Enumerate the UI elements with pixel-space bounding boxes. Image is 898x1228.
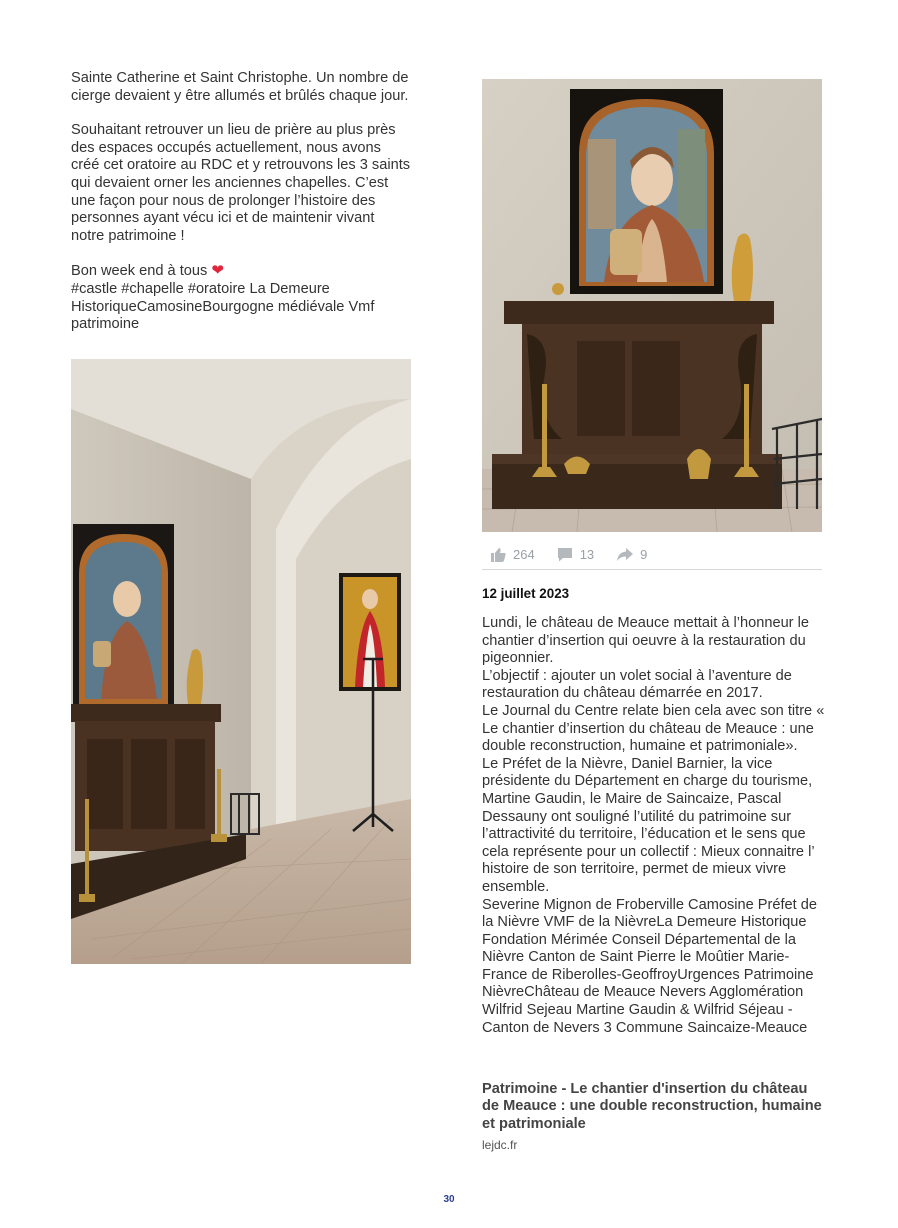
link-preview-domain[interactable]: lejdc.fr	[482, 1138, 518, 1152]
shares-count: 9	[640, 547, 648, 562]
likes-stat[interactable]	[490, 547, 535, 562]
post-line: Le Journal du Centre relate bien cela avec son titre « Le chantier d’insertion du château de Meauce : une double reconstruction, humaine et patrimoniale».	[482, 702, 825, 755]
post-date: 12 juillet 2023	[482, 586, 570, 601]
reactions-bar	[482, 540, 822, 570]
link-preview-title[interactable]: Patrimoine - Le chantier d'insertion du château de Meauce : une double reconstruction, humaine et patrimoniale	[482, 1081, 822, 1132]
post-text-paragraph: Sainte Catherine et Saint Christophe. Un nombre de cierge devaient y être allumés et brûlés chaque jour.	[71, 70, 409, 104]
heart-icon: ❤	[211, 262, 224, 280]
post-line: L’objectif : ajouter un volet social à l’aventure de restauration du château démarrée en 2017.	[482, 667, 792, 702]
likes-count: 264	[513, 547, 535, 562]
shares-stat[interactable]	[616, 547, 647, 562]
post-text-paragraph: Souhaitant retrouver un lieu de prière au plus près des espaces occupés actuellement, nous avons créé cet oratoire au RDC et y retrouvons les 3 saints qui devaient orner les anciennes chapelles. C’est une façon pour nous de prolonger l’histoire des personnes ayant vécu ici et de maintenir vivant notre patrimoine !	[71, 122, 411, 244]
share-icon	[616, 547, 633, 562]
post-text-paragraph	[71, 262, 411, 333]
comment-icon	[557, 547, 573, 562]
comments-stat[interactable]	[557, 547, 594, 562]
post-line: Severine Mignon de Froberville Camosine Préfet de la Nièvre VMF de la NièvreLa Demeure Historique Fondation Mérimée Conseil Départemental de la Nièvre Canton de Saint Pierre le Moûtier Marie-France de Riberolles-GeoffroyUrgences Patrimoine NièvreChâteau de Meauce Nevers Agglomération Wilfrid Sejeau Martine Gaudin & Wilfrid Séjeau - Canton de Nevers 3 Commune Saincaize-Meauce	[482, 896, 818, 1036]
comments-count: 13	[579, 547, 595, 562]
oratory-corridor-photo	[71, 359, 411, 964]
thumbs-up-icon	[490, 547, 506, 562]
altar-painting-photo	[482, 79, 822, 532]
post-body	[482, 615, 828, 1037]
post-line: Lundi, le château de Meauce mettait à l’honneur le chantier d’insertion qui oeuvre à la restauration du pigeonnier.	[482, 615, 809, 667]
hashtags-text: #castle #chapelle #oratoire La Demeure HistoriqueCamosineBourgogne médiévale Vmf patrimoine	[71, 280, 375, 333]
left-column	[71, 70, 411, 334]
greeting-text: Bon week end à tous	[71, 263, 208, 280]
page-number: 30	[443, 1194, 455, 1205]
post-line: Le Préfet de la Nièvre, Daniel Barnier, la vice présidente du Département en charge du tourisme, Martine Gaudin, le Maire de Saincaize, Pascal Dessauny ont souligné l’utilité du patrimoine sur l’attractivité du territoire, l’éducation et le sens que cela représente pour un collectif : Mieux connaitre l’ histoire de son territoire, permet de mieux vivre ensemble.	[482, 755, 815, 895]
